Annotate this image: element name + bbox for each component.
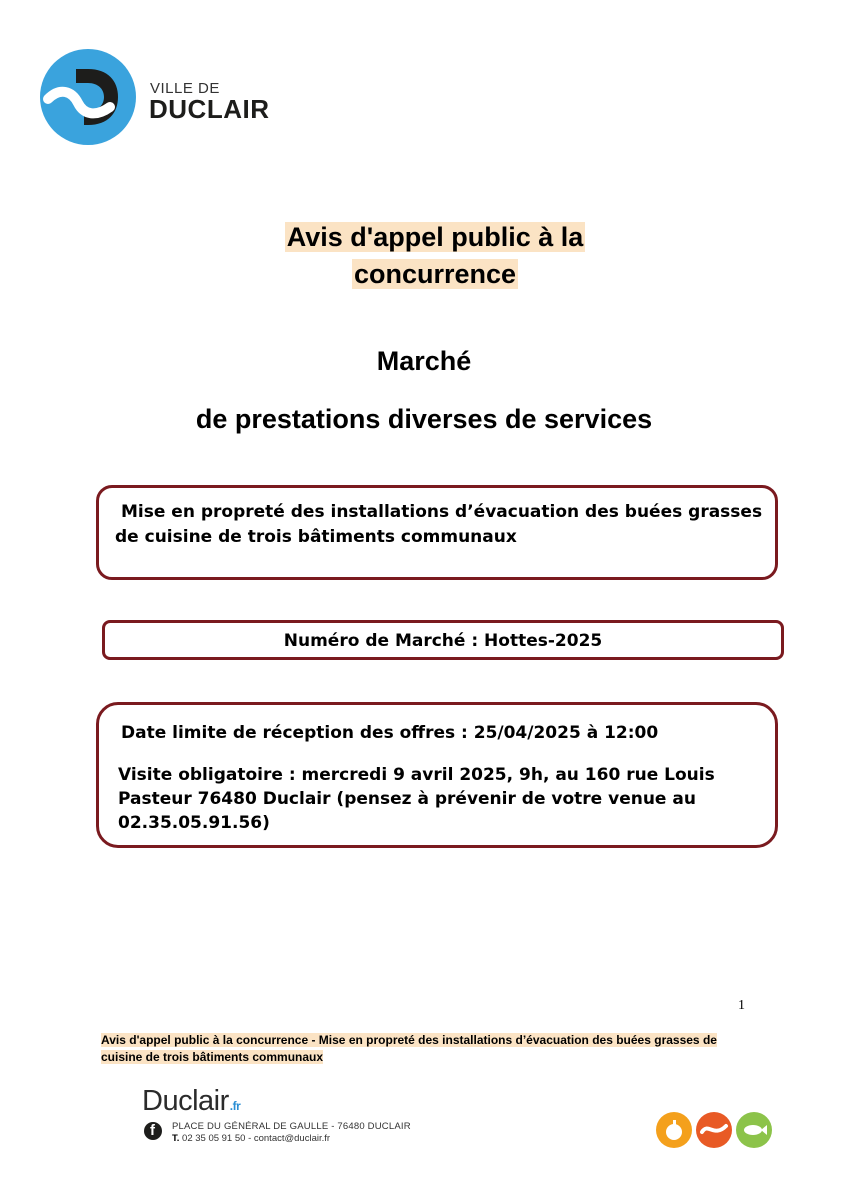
- footer-phone: 02 35 05 91 50 - contact@duclair.fr: [182, 1133, 331, 1144]
- notice-title-text-1: Avis d'appel public à la: [286, 222, 584, 252]
- notice-title-text-2: concurrence: [353, 259, 517, 289]
- phone-prefix: T.: [172, 1133, 180, 1144]
- logo-city-name: DUCLAIR: [149, 94, 270, 124]
- market-heading: Marché: [376, 346, 472, 376]
- object-text: [115, 500, 765, 550]
- city-logo: [38, 47, 298, 147]
- red-wave-badge-icon: [696, 1112, 732, 1148]
- object-box: [96, 485, 778, 580]
- visit-text: Visite obligatoire : mercredi 9 avril 2025, 9h, au 160 rue Louis Pasteur 76480 Duclair (pensez à prévenir de votre venue au 02.35.05.91.56): [118, 765, 715, 833]
- footer-address: PLACE DU GÉNÉRAL DE GAULLE - 76480 DUCLAIR: [172, 1121, 411, 1132]
- duclair-logo-icon: [38, 47, 138, 147]
- page-number: 1: [738, 998, 745, 1013]
- green-fish-badge-icon: [736, 1112, 772, 1148]
- facebook-icon[interactable]: f: [144, 1122, 162, 1140]
- footer-note: [101, 1032, 741, 1066]
- notice-title-line-1: [0, 222, 848, 253]
- market-subheading: de prestations diverses de services: [195, 404, 653, 434]
- orange-apple-badge-icon: [656, 1112, 692, 1148]
- footer-contact: [172, 1133, 330, 1144]
- market-number-box: [102, 620, 784, 660]
- object-line-1: Mise en propreté des installations d’évacuation des buées grasses: [121, 502, 763, 522]
- footer-brand: [142, 1085, 240, 1118]
- footer-note-text: Avis d'appel public à la concurrence - Mise en propreté des installations d’évacuation des buées grasses de cuisine de trois bâtiments communaux: [101, 1033, 717, 1064]
- notice-title-line-2: [0, 259, 848, 290]
- footer-brand-name: Duclair: [142, 1085, 229, 1117]
- deadline-text: Date limite de réception des offres : 25/04/2025 à 12:00: [121, 723, 659, 743]
- market-number: Numéro de Marché : Hottes-2025: [283, 631, 603, 651]
- logo-small-text: VILLE DE: [150, 80, 220, 97]
- deadline-box: [96, 702, 778, 848]
- footer-brand-suffix: .fr: [229, 1099, 241, 1113]
- object-line-2: de cuisine de trois bâtiments communaux: [115, 527, 517, 547]
